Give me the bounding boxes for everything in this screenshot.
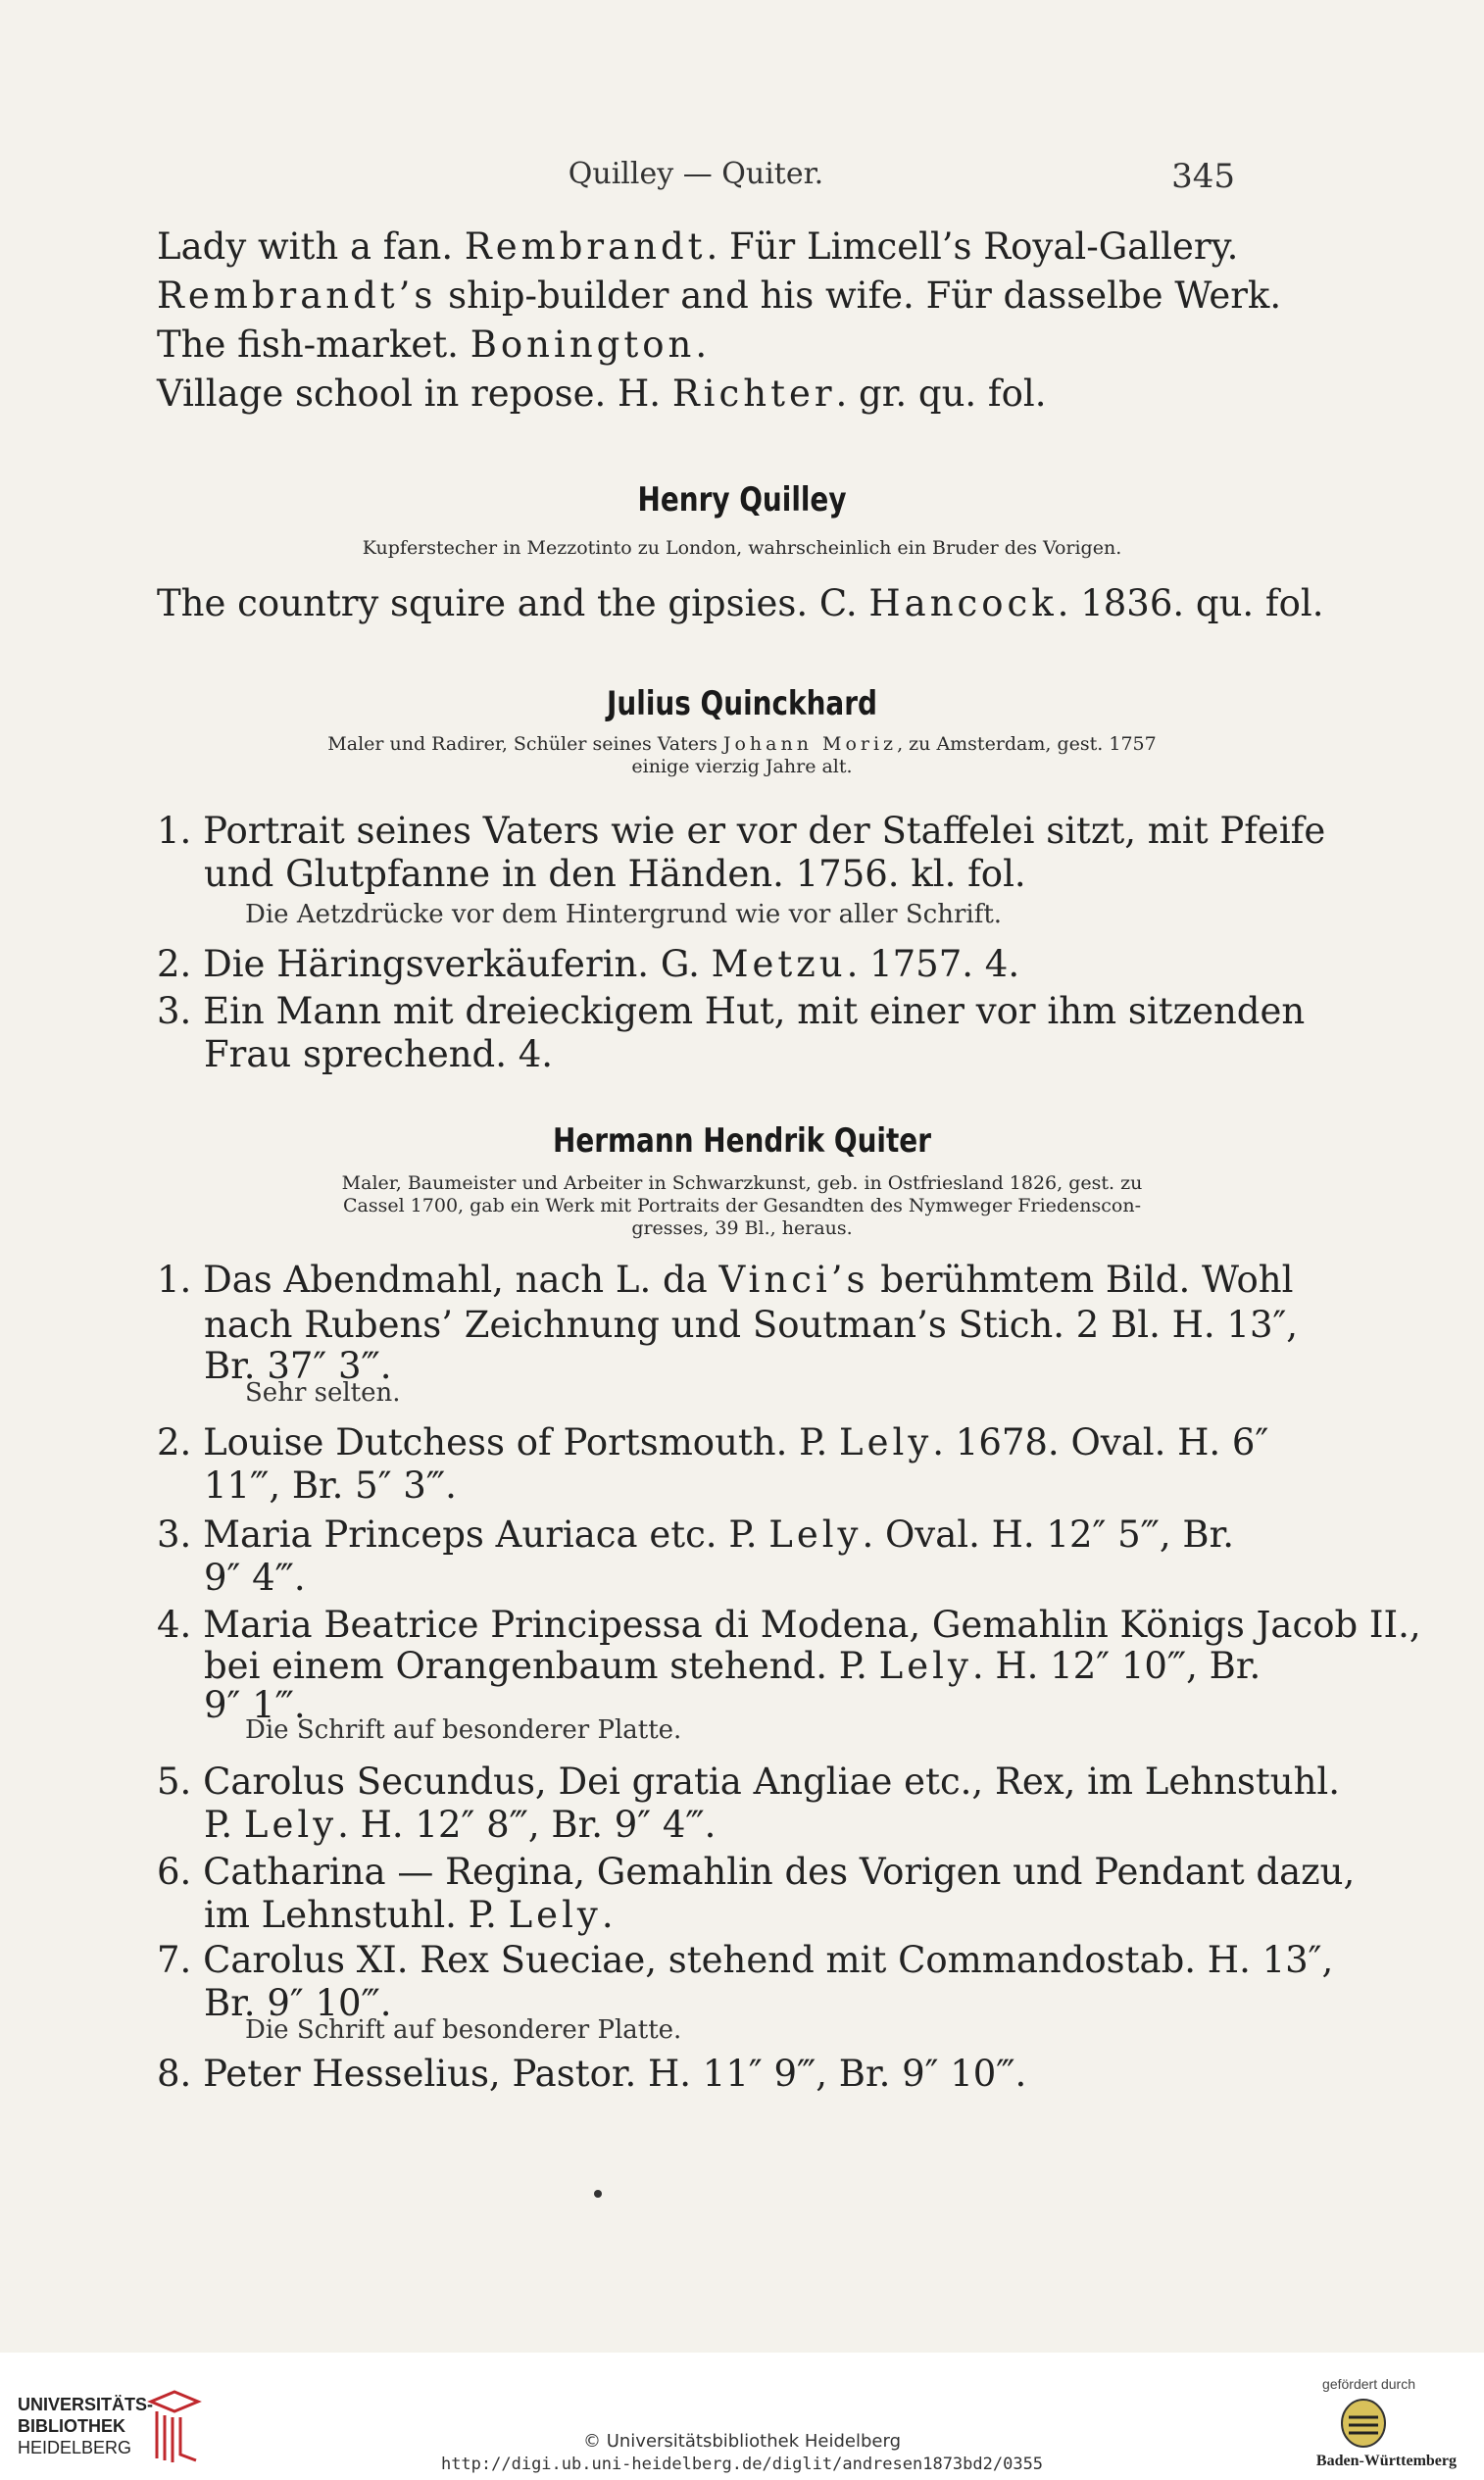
item-text: . Für Limcell’s Royal-Gallery. bbox=[706, 225, 1239, 268]
desc-text: Maler und Radirer, Schüler seines Vaters bbox=[327, 733, 723, 755]
artist-name: Lely bbox=[768, 1513, 863, 1556]
artist-name: Vinci’s bbox=[718, 1259, 869, 1301]
list-item: nach Rubens’ Zeichnung und Soutman’s Stich. 2 Bl. H. 13″, bbox=[204, 1304, 1299, 1346]
item-text: 1. Das Abendmahl, nach L. da bbox=[157, 1259, 719, 1301]
list-item: 11‴, Br. 5″ 3‴. bbox=[204, 1464, 457, 1507]
library-line: HEIDELBERG bbox=[18, 2438, 132, 2457]
item-text: P. bbox=[204, 1804, 244, 1846]
artist-name: Bonington bbox=[470, 323, 696, 366]
artist-name: Hancock bbox=[868, 582, 1058, 624]
item-text: Village school in repose. H. bbox=[157, 372, 672, 415]
item-text: . 1836. qu. fol. bbox=[1057, 582, 1324, 624]
list-item bbox=[157, 1421, 1269, 1463]
list-item bbox=[157, 372, 1245, 415]
list-item: 5. Carolus Secundus, Dei gratia Angliae etc., Rex, im Lehnstuhl. bbox=[157, 1761, 1341, 1803]
item-text: bei einem Orangenbaum stehend. P. bbox=[204, 1645, 879, 1687]
section-description: Kupferstecher in Mezzotinto zu London, wahrscheinlich ein Bruder des Vorigen. bbox=[362, 537, 1122, 559]
item-note: Die Schrift auf besonderer Platte. bbox=[245, 2015, 682, 2045]
funder-name: Baden-Württemberg bbox=[1315, 2453, 1457, 2469]
item-text: 2. Louise Dutchess of Portsmouth. P. bbox=[157, 1421, 840, 1463]
list-item bbox=[157, 1645, 1292, 1687]
item-text: . bbox=[695, 323, 708, 366]
item-text: . H. 12″ 8‴, Br. 9″ 4‴. bbox=[337, 1804, 717, 1846]
list-item: Br. 9″ 10‴. bbox=[204, 1982, 392, 2024]
artist-name: Johann Moriz bbox=[722, 733, 898, 755]
artist-name: Rembrandt bbox=[464, 225, 707, 268]
ink-speck bbox=[594, 2190, 602, 2198]
item-text: . Oval. H. 12″ 5‴, Br. bbox=[862, 1513, 1234, 1556]
list-item: 3. Ein Mann mit dreieckigem Hut, mit einer vor ihm sitzenden bbox=[157, 990, 1306, 1032]
list-item: und Glutpfanne in den Händen. 1756. kl. fol. bbox=[204, 853, 1026, 895]
list-item bbox=[157, 1513, 1245, 1556]
item-text: ship-builder and his wife. Für dasselbe Werk. bbox=[436, 274, 1282, 317]
list-item: 9″ 1‴. bbox=[204, 1684, 306, 1726]
item-note: Die Aetzdrücke vor dem Hintergrund wie vor aller Schrift. bbox=[245, 900, 1003, 929]
artist-name: Lely bbox=[878, 1645, 972, 1687]
library-line: UNIVERSITÄTS- bbox=[18, 2395, 154, 2414]
artist-name: Rembrandt’s bbox=[157, 274, 437, 317]
state-coat-of-arms-icon bbox=[1339, 2398, 1388, 2449]
list-item bbox=[157, 225, 1245, 268]
item-note: Sehr selten. bbox=[245, 1378, 401, 1408]
item-text: The fish-market. bbox=[157, 323, 470, 366]
section-heading: Henry Quilley bbox=[637, 480, 847, 520]
item-text: The country squire and the gipsies. C. bbox=[157, 582, 869, 624]
section-description: einige vierzig Jahre alt. bbox=[631, 756, 853, 777]
artist-name: Lely bbox=[508, 1894, 602, 1936]
library-line: BIBLIOTHEK bbox=[18, 2416, 125, 2436]
item-text: . H. 12″ 10‴, Br. bbox=[971, 1645, 1261, 1687]
list-item: 8. Peter Hesselius, Pastor. H. 11″ 9‴, Br. 9″ 10‴. bbox=[157, 2053, 1027, 2095]
item-note: Die Schrift auf besonderer Platte. bbox=[245, 1715, 682, 1745]
artist-name: Lely bbox=[243, 1804, 338, 1846]
section-description: Maler, Baumeister und Arbeiter in Schwarzkunst, geb. in Ostfriesland 1826, gest. zu bbox=[341, 1172, 1143, 1194]
list-item: 6. Catharina — Regina, Gemahlin des Vorigen und Pendant dazu, bbox=[157, 1851, 1356, 1893]
section-description bbox=[196, 733, 1288, 756]
section-heading: Hermann Hendrik Quiter bbox=[553, 1121, 931, 1161]
list-item bbox=[157, 582, 1324, 624]
item-text: . bbox=[601, 1894, 614, 1936]
running-title: Quilley — Quiter. bbox=[568, 157, 824, 191]
source-url[interactable]: http://digi.ub.uni-heidelberg.de/diglit/andresen1873bd2/0355 bbox=[440, 2455, 1044, 2474]
list-item bbox=[157, 1804, 1292, 1846]
list-item bbox=[157, 323, 1245, 366]
item-text: 2. Die Häringsverkäuferin. G. bbox=[157, 943, 712, 985]
list-item: Br. 37″ 3‴. bbox=[204, 1345, 392, 1387]
item-text: Lady with a fan. bbox=[157, 225, 465, 268]
list-item: Frau sprechend. 4. bbox=[204, 1033, 554, 1075]
running-head bbox=[0, 157, 1484, 196]
item-text: berühmtem Bild. Wohl bbox=[868, 1259, 1294, 1301]
list-item bbox=[157, 274, 1282, 317]
desc-text: , zu Amsterdam, gest. 1757 bbox=[897, 733, 1157, 755]
list-item: 9″ 4‴. bbox=[204, 1557, 306, 1599]
funded-by: gefördert durch bbox=[1322, 2376, 1415, 2392]
list-item: 7. Carolus XI. Rex Sueciae, stehend mit Commandostab. H. 13″, bbox=[157, 1939, 1334, 1981]
list-item: 4. Maria Beatrice Principessa di Modena, Gemahlin Königs Jacob II., bbox=[157, 1604, 1421, 1646]
list-item bbox=[157, 943, 1245, 985]
item-text: . gr. qu. fol. bbox=[835, 372, 1047, 415]
item-text: im Lehnstuhl. P. bbox=[204, 1894, 509, 1936]
artist-name: Metzu bbox=[711, 943, 847, 985]
artist-name: Lely bbox=[839, 1421, 933, 1463]
item-text: 3. Maria Princeps Auriaca etc. P. bbox=[157, 1513, 769, 1556]
page-number: 345 bbox=[1171, 157, 1235, 196]
item-text: . 1678. Oval. H. 6″ bbox=[932, 1421, 1269, 1463]
section-heading: Julius Quinckhard bbox=[607, 684, 877, 723]
list-item: 1. Portrait seines Vaters wie er vor der Staffelei sitzt, mit Pfeife bbox=[157, 810, 1326, 852]
copyright: © Universitätsbibliothek Heidelberg bbox=[582, 2431, 901, 2452]
list-item bbox=[157, 1259, 1294, 1301]
artist-name: Richter bbox=[671, 372, 836, 415]
section-description: gresses, 39 Bl., heraus. bbox=[631, 1217, 853, 1239]
list-item bbox=[157, 1894, 1292, 1936]
section-description: Cassel 1700, gab ein Werk mit Portraits der Gesandten des Nymweger Friedenscon- bbox=[342, 1195, 1142, 1216]
item-text: . 1757. 4. bbox=[846, 943, 1020, 985]
